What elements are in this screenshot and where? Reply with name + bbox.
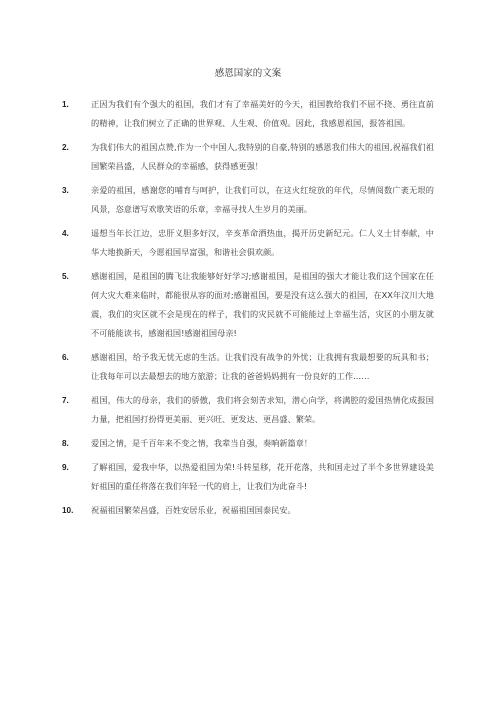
list-item-text: 了解祖国，爱我中华，以热爱祖国为荣!斗转星移，花开花落，共和国走过了半个多世界建设美好祖国的重任将落在我们年轻一代的肩上，让我们为此奋斗! [91, 462, 434, 491]
list-item-text: 感谢祖国，是祖国的腾飞让我能够好好学习;感谢祖国，是祖国的强大才能让我们这个国家在任何大灾大难来临时，都能很从容的面对;感谢祖国，要是没有这么强大的祖国，在XX年汶川大地震，我们的灾区就不会是现在的样子，我们的灾民就不可能能过上幸福生活，灾区的小朋友就不可能能读书，感谢祖国!感谢祖国母亲! [91, 271, 434, 338]
numbered-list [62, 95, 434, 525]
list-item-number: 7. [62, 396, 69, 405]
list-item-text: 感谢祖国，给予我无忧无虑的生活。让我们没有战争的外忧；让我拥有我最想要的玩具和书；让我每年可以去最想去的地方旅游；让我的爸爸妈妈拥有一份良好的工作…… [91, 352, 434, 381]
list-item-number: 4. [62, 229, 69, 238]
list-item-text: 正因为我们有个强大的祖国，我们才有了幸福美好的今天，祖国教给我们不屈不挠、勇往直前的精神，让我们树立了正确的世界观、人生观、价值观。因此，我感恩祖国，报答祖国。 [91, 99, 434, 128]
list-item-number: 8. [62, 439, 69, 448]
list-item-text: 爱国之情，是千百年来不变之情，我辈当自强，奏响新篇章！ [91, 438, 313, 448]
list-item [62, 434, 434, 453]
document-title: 感恩国家的文案 [214, 68, 282, 79]
list-item [62, 267, 434, 343]
list-item-number: 5. [62, 272, 69, 281]
list-item-number: 10. [62, 506, 74, 515]
list-item-text: 祝福祖国繁荣昌盛，百姓安居乐业，祝福祖国国泰民安。 [91, 505, 296, 515]
list-item [62, 224, 434, 262]
list-item [62, 348, 434, 386]
list-item [62, 95, 434, 133]
list-item [62, 458, 434, 496]
list-item-text: 为我们伟大的祖国点赞,作为一个中国人,我特别的自豪,特别的感恩我们伟大的祖国,祝福我们祖国繁荣昌盛，人民群众的幸福感，获得感更强！ [91, 142, 434, 171]
list-item-text: 亲爱的祖国，感谢您的哺育与呵护，让我们可以，在这火红绽放的年代，尽情阅数广袤无垠的风景，恣意谱写欢歌笑语的乐章，幸福寻找人生岁月的美丽。 [91, 185, 434, 214]
list-item [62, 501, 434, 520]
list-item [62, 391, 434, 429]
list-item-number: 3. [62, 186, 69, 195]
list-item [62, 181, 434, 219]
list-item [62, 138, 434, 176]
list-item-number: 2. [62, 143, 69, 152]
list-item-text: 祖国，伟大的母亲，我们的骄傲，我们将会刻苦求知，潜心向学，将满腔的爱国热情化成报国力量，把祖国打扮得更美丽、更兴旺、更发达、更昌盛、繁荣。 [91, 395, 434, 424]
list-item-text: 遥想当年长江边，忠肝义胆多好汉，辛亥革命洒热血，揭开历史新纪元。仁人义士甘奉献，中华大地换新天，今愿祖国早富强，和谐社会俱欢颜。 [91, 228, 434, 257]
list-item-number: 9. [62, 463, 69, 472]
list-item-number: 1. [62, 100, 69, 109]
list-item-number: 6. [62, 353, 69, 362]
